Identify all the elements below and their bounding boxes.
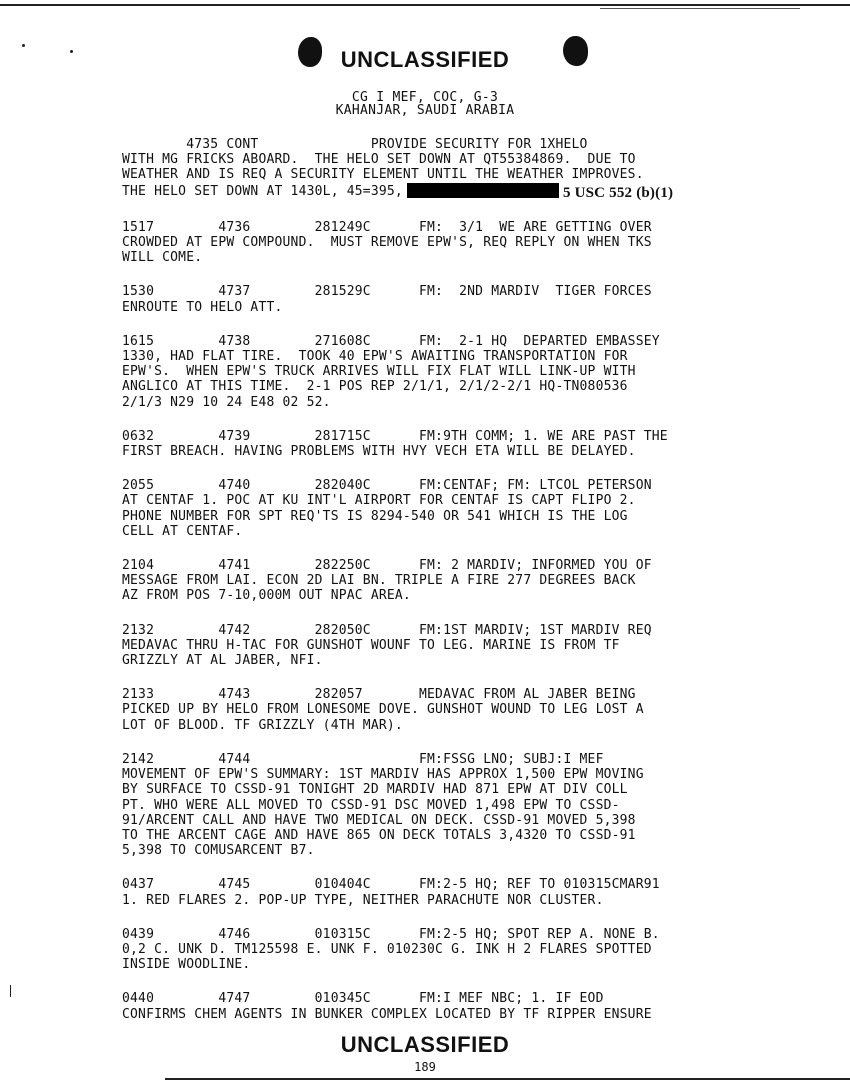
log-line-redacted bbox=[122, 183, 772, 201]
log-line: PT. WHO WERE ALL MOVED TO CSSD-91 DSC MOVED 1,498 EPW TO CSSD- bbox=[122, 797, 620, 813]
log-entry bbox=[122, 991, 772, 1021]
log-line: 2142 4744 FM:FSSG LNO; SUBJ:I MEF bbox=[122, 751, 604, 767]
log-line: 1330, HAD FLAT TIRE. TOOK 40 EPW'S AWAITING TRANSPORTATION FOR bbox=[122, 349, 628, 365]
log-line: 2104 4741 282250C FM: 2 MARDIV; INFORMED YOU OF bbox=[122, 558, 652, 574]
log-line: 91/ARCENT CALL AND HAVE TWO MEDICAL ON DECK. CSSD-91 MOVED 5,398 bbox=[122, 812, 636, 828]
log-line: MOVEMENT OF EPW'S SUMMARY: 1ST MARDIV HAS APPROX 1,500 EPW MOVING bbox=[122, 767, 644, 783]
log-entry bbox=[122, 220, 772, 266]
log-line: 1517 4736 281249C FM: 3/1 WE ARE GETTING OVER bbox=[122, 219, 652, 235]
log-line: 0632 4739 281715C FM:9TH COMM; 1. WE ARE PAST THE bbox=[122, 428, 668, 444]
log-line: 2055 4740 282040C FM:CENTAF; FM: LTCOL PETERSON bbox=[122, 478, 652, 494]
scan-speck bbox=[22, 44, 25, 47]
scan-speck bbox=[70, 50, 73, 53]
log-line: INSIDE WOODLINE. bbox=[122, 957, 251, 973]
log-entry bbox=[122, 478, 772, 539]
redaction-blot-right bbox=[563, 36, 588, 66]
log-line: WEATHER AND IS REQ A SECURITY ELEMENT UNTIL THE WEATHER IMPROVES. bbox=[122, 167, 644, 183]
log-entry-4735 bbox=[122, 137, 772, 201]
log-entry bbox=[122, 927, 772, 973]
foia-exemption-label: 5 USC 552 (b)(1) bbox=[562, 184, 674, 201]
log-line: ANGLICO AT THIS TIME. 2-1 POS REP 2/1/1, 2/1/2-2/1 HQ-TN080536 bbox=[122, 379, 628, 395]
log-entry bbox=[122, 687, 772, 733]
log-line: ENROUTE TO HELO ATT. bbox=[122, 299, 283, 315]
log-line: LOT OF BLOOD. TF GRIZZLY (4TH MAR). bbox=[122, 717, 403, 733]
log-line: 0437 4745 010404C FM:2-5 HQ; REF TO 010315CMAR91 bbox=[122, 877, 660, 893]
log-line: EPW'S. WHEN EPW'S TRUCK ARRIVES WILL FIX FLAT WILL LINK-UP WITH bbox=[122, 364, 636, 380]
log-entries bbox=[122, 137, 772, 1041]
header-unit: CG I MEF, COC, G-3 bbox=[351, 90, 499, 105]
log-line: AZ FROM POS 7-10,000M OUT NPAC AREA. bbox=[122, 588, 411, 604]
log-line: FIRST BREACH. HAVING PROBLEMS WITH HVY VECH ETA WILL BE DELAYED. bbox=[122, 444, 636, 460]
log-entry bbox=[122, 284, 772, 314]
log-line: 2132 4742 282050C FM:1ST MARDIV; 1ST MARDIV REQ bbox=[122, 622, 652, 638]
log-line: 0440 4747 010345C FM:I MEF NBC; 1. IF EOD bbox=[122, 991, 604, 1007]
log-line: MESSAGE FROM LAI. ECON 2D LAI BN. TRIPLE A FIRE 277 DEGREES BACK bbox=[122, 573, 636, 589]
top-border-line-faint bbox=[600, 8, 800, 9]
log-entry bbox=[122, 334, 772, 410]
page-number: 189 bbox=[414, 1060, 436, 1074]
log-line: WITH MG FRICKS ABOARD. THE HELO SET DOWN AT QT55384869. DUE TO bbox=[122, 152, 636, 168]
log-entry bbox=[122, 752, 772, 858]
header-location: KAHANJAR, SAUDI ARABIA bbox=[335, 103, 515, 118]
log-entry bbox=[122, 558, 772, 604]
log-line: 0,2 C. UNK D. TM125598 E. UNK F. 010230C G. INK H 2 FLARES SPOTTED bbox=[122, 941, 652, 957]
log-line: 1615 4738 271608C FM: 2-1 HQ DEPARTED EMBASSEY bbox=[122, 333, 660, 349]
log-line: PHONE NUMBER FOR SPT REQ'TS IS 8294-540 OR 541 WHICH IS THE LOG bbox=[122, 508, 628, 524]
log-line: MEDAVAC THRU H-TAC FOR GUNSHOT WOUNF TO LEG. MARINE IS FROM TF bbox=[122, 637, 620, 653]
log-entry bbox=[122, 623, 772, 669]
log-line: 5,398 TO COMUSARCENT B7. bbox=[122, 843, 315, 859]
log-line: CONFIRMS CHEM AGENTS IN BUNKER COMPLEX LOCATED BY TF RIPPER ENSURE bbox=[122, 1006, 652, 1022]
log-line: TO THE ARCENT CAGE AND HAVE 865 ON DECK TOTALS 3,4320 TO CSSD-91 bbox=[122, 827, 636, 843]
bottom-border-line bbox=[165, 1078, 850, 1080]
classification-banner-bottom: UNCLASSIFIED bbox=[340, 1032, 510, 1057]
log-line-text: THE HELO SET DOWN AT 1430L, 45=395, bbox=[122, 183, 403, 199]
log-line: 0439 4746 010315C FM:2-5 HQ; SPOT REP A. NONE B. bbox=[122, 926, 660, 942]
log-line: 1. RED FLARES 2. POP-UP TYPE, NEITHER PARACHUTE NOR CLUSTER. bbox=[122, 892, 604, 908]
log-line: BY SURFACE TO CSSD-91 TONIGHT 2D MARDIV HAD 871 EPW AT DIV COLL bbox=[122, 782, 628, 798]
top-border-line bbox=[0, 4, 850, 6]
log-line: 1530 4737 281529C FM: 2ND MARDIV TIGER FORCES bbox=[122, 284, 652, 300]
log-line: AT CENTAF 1. POC AT KU INT'L AIRPORT FOR CENTAF IS CAPT FLIPO 2. bbox=[122, 493, 636, 509]
log-line: PICKED UP BY HELO FROM LONESOME DOVE. GUNSHOT WOUND TO LEG LOST A bbox=[122, 702, 644, 718]
log-line: 4735 CONT PROVIDE SECURITY FOR 1XHELO bbox=[122, 137, 588, 152]
log-line: GRIZZLY AT AL JABER, NFI. bbox=[122, 653, 323, 669]
log-line: CROWDED AT EPW COMPOUND. MUST REMOVE EPW'S, REQ REPLY ON WHEN TKS bbox=[122, 235, 652, 251]
redaction-bar bbox=[407, 183, 559, 198]
log-entry bbox=[122, 429, 772, 459]
log-line: 2/1/3 N29 10 24 E48 02 52. bbox=[122, 394, 331, 410]
log-line: 2133 4743 282057 MEDAVAC FROM AL JABER BEING bbox=[122, 687, 636, 703]
log-line: CELL AT CENTAF. bbox=[122, 523, 243, 539]
log-entry bbox=[122, 877, 772, 907]
log-line: WILL COME. bbox=[122, 250, 203, 266]
scan-speck bbox=[10, 985, 11, 997]
classification-banner-top: UNCLASSIFIED bbox=[340, 47, 510, 72]
